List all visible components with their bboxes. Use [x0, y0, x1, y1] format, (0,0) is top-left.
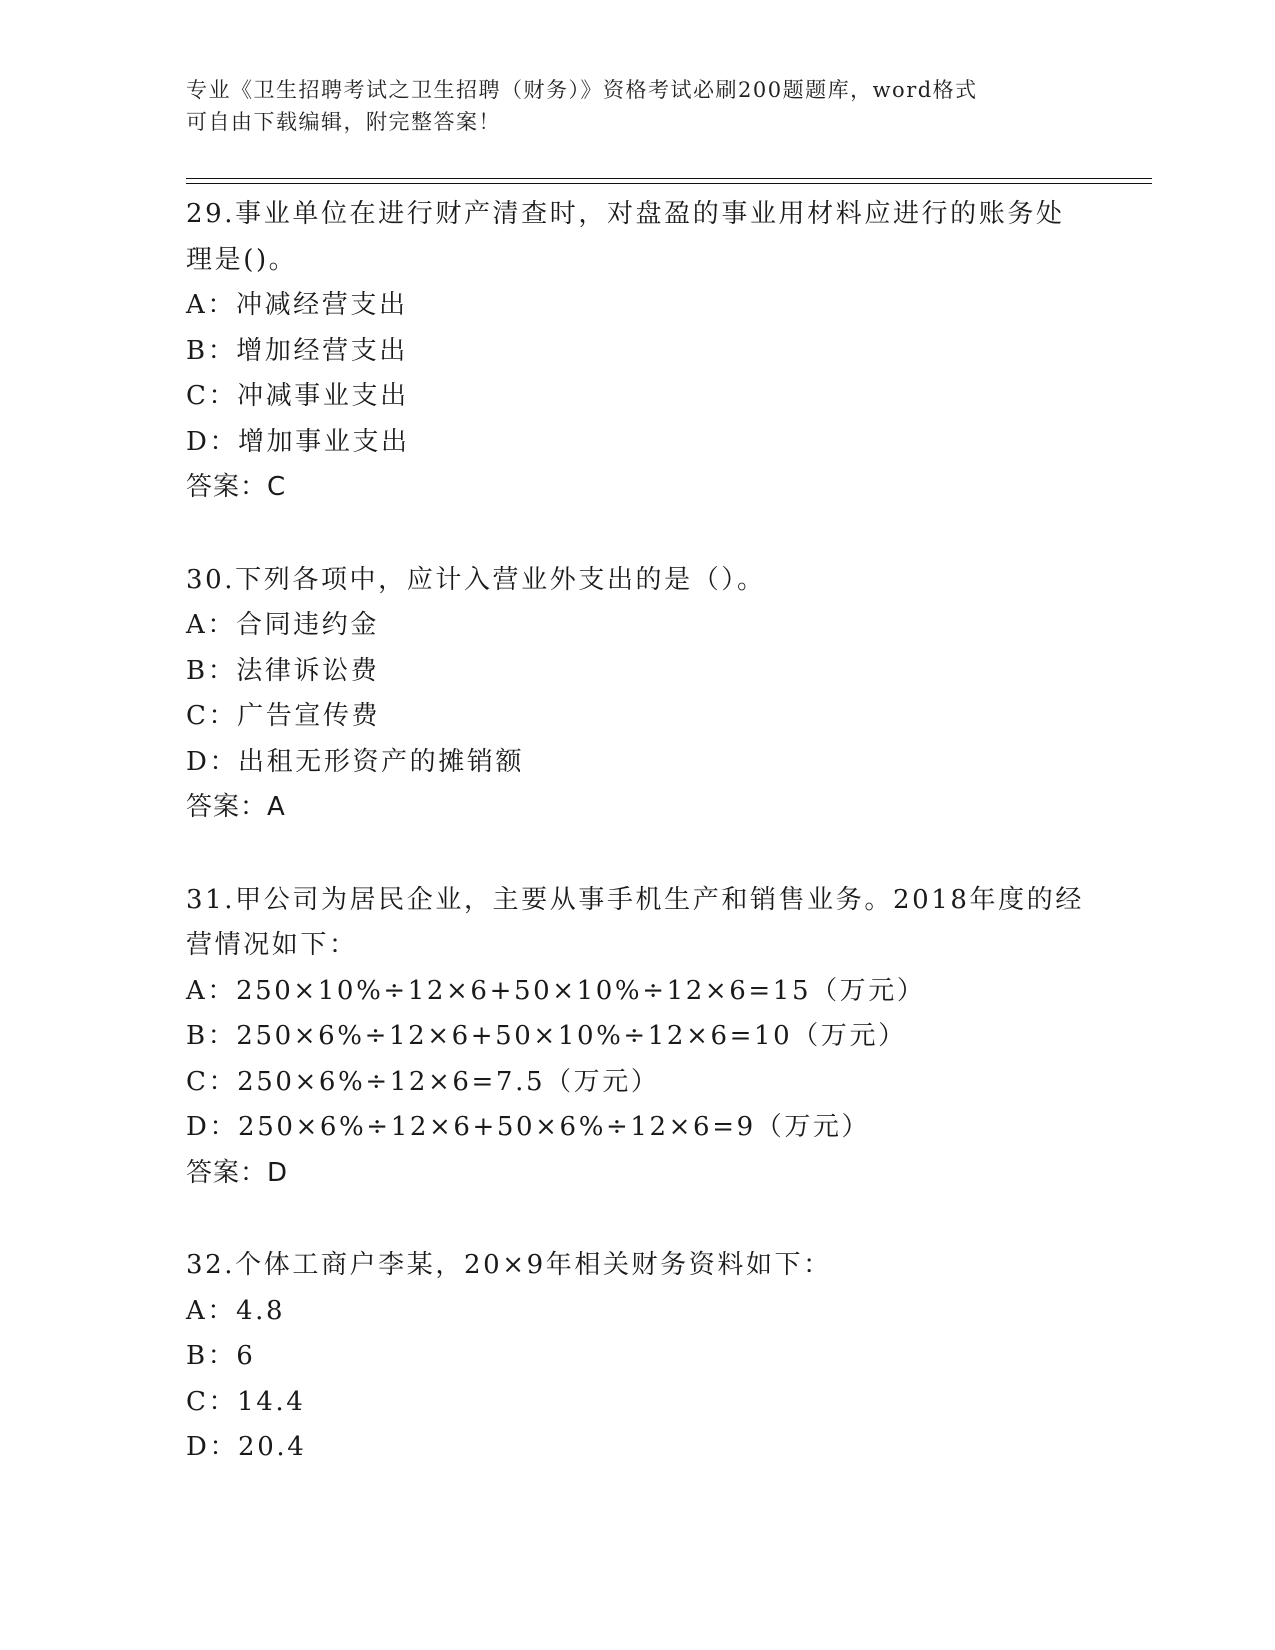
option-a: A：合同违约金	[186, 610, 379, 640]
question-32	[186, 1243, 1086, 1471]
question-stem: 32.个体工商户李某，20×9年相关财务资料如下：	[186, 1250, 832, 1280]
header-line-2: 可自由下载编辑，附完整答案！	[186, 110, 501, 134]
option-d: D：20.4	[186, 1432, 307, 1462]
option-d: D：增加事业支出	[186, 426, 410, 457]
option-a: A：冲减经营支出	[186, 290, 408, 320]
answer: 答案：A	[186, 792, 286, 822]
header-divider-top	[186, 178, 1152, 179]
question-list	[186, 192, 1086, 1518]
question-stem-continued: 营情况如下：	[186, 930, 358, 960]
option-c: C：冲减事业支出	[186, 381, 409, 411]
option-a: A：4.8	[186, 1295, 286, 1326]
question-stem: 30.下列各项中，应计入营业外支出的是（）。	[186, 564, 766, 595]
header-line-1: 专业《卫生招聘考试之卫生招聘（财务）》资格考试必刷200题题库，word格式	[186, 78, 978, 102]
header-divider-bottom	[186, 183, 1152, 184]
question-31	[186, 878, 1086, 1197]
option-c: C：14.4	[186, 1386, 306, 1417]
question-stem: 29.事业单位在进行财产清查时，对盘盈的事业用材料应进行的账务处	[186, 199, 1065, 229]
question-30	[186, 558, 1086, 831]
option-c: C：广告宣传费	[186, 701, 381, 731]
option-b: B：250×6%÷12×6+50×10%÷12×6=10（万元）	[186, 1021, 907, 1051]
question-29	[186, 192, 1086, 511]
answer: 答案：C	[186, 472, 287, 502]
option-b: B：增加经营支出	[186, 335, 408, 366]
question-stem-continued: 理是()。	[186, 244, 298, 275]
option-b: B：6	[186, 1341, 256, 1371]
option-c: C：250×6%÷12×6=7.5（万元）	[186, 1066, 660, 1097]
option-a: A：250×10%÷12×6+50×10%÷12×6=15（万元）	[186, 975, 926, 1006]
question-stem: 31.甲公司为居民企业，主要从事手机生产和销售业务。2018年度的经	[186, 884, 1084, 915]
document-header	[186, 74, 1086, 138]
option-d: D：出租无形资产的摊销额	[186, 746, 525, 777]
option-b: B：法律诉讼费	[186, 655, 380, 686]
answer: 答案：D	[186, 1157, 289, 1188]
option-d: D：250×6%÷12×6+50×6%÷12×6=9（万元）	[186, 1112, 871, 1142]
